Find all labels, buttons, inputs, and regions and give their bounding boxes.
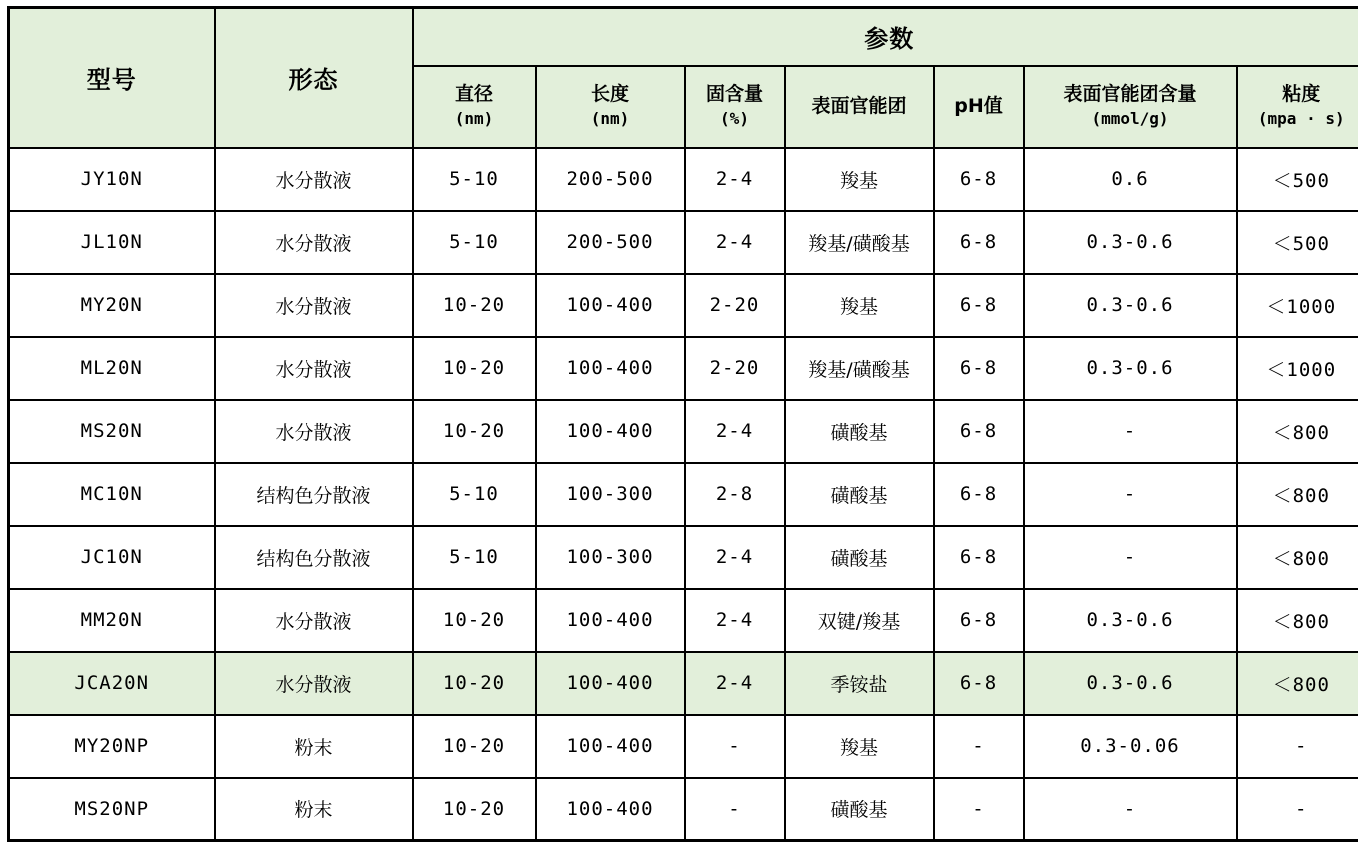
cell-model: JC10N [9, 526, 215, 589]
cell-solid: - [685, 778, 785, 841]
cell-solid: 2-4 [685, 652, 785, 715]
cell-content: 0.3-0.6 [1024, 274, 1237, 337]
cell-diameter: 10-20 [413, 589, 536, 652]
table-row [9, 148, 1358, 211]
cell-model: MY20NP [9, 715, 215, 778]
table-row [9, 463, 1358, 526]
cell-model: MM20N [9, 589, 215, 652]
cell-form: 水分散液 [215, 148, 413, 211]
header-form-label: 形态 [288, 66, 339, 95]
product-parameters-table [7, 6, 1358, 842]
header-model-label: 型号 [86, 66, 137, 95]
cell-solid: 2-8 [685, 463, 785, 526]
cell-form: 水分散液 [215, 211, 413, 274]
cell-model: JCA20N [9, 652, 215, 715]
header-viscosity-unit: (mpa · s) [1257, 108, 1345, 128]
cell-ph: 6-8 [934, 400, 1024, 463]
cell-viscosity: ＜800 [1237, 589, 1358, 652]
cell-content: - [1024, 778, 1237, 841]
cell-solid: 2-4 [685, 148, 785, 211]
cell-diameter: 10-20 [413, 337, 536, 400]
header-group-content-unit: (mmol/g) [1091, 108, 1169, 128]
cell-length: 200-500 [536, 211, 685, 274]
header-viscosity-label: 粘度 [1282, 83, 1321, 106]
cell-content: 0.3-0.6 [1024, 211, 1237, 274]
cell-solid: 2-4 [685, 400, 785, 463]
cell-viscosity: ＜800 [1237, 400, 1358, 463]
cell-model: MS20N [9, 400, 215, 463]
cell-length: 100-400 [536, 589, 685, 652]
cell-form: 水分散液 [215, 400, 413, 463]
cell-content: 0.3-0.06 [1024, 715, 1237, 778]
cell-ph: 6-8 [934, 274, 1024, 337]
cell-length: 100-300 [536, 463, 685, 526]
cell-content: 0.3-0.6 [1024, 337, 1237, 400]
header-group-content [1024, 66, 1237, 148]
header-ph-label: pH值 [954, 94, 1003, 117]
header-length-label: 长度 [590, 83, 629, 106]
cell-group: 羧基 [785, 148, 934, 211]
table-row [9, 715, 1358, 778]
header-model [9, 8, 215, 148]
cell-solid: 2-4 [685, 526, 785, 589]
header-diameter [413, 66, 536, 148]
cell-form: 水分散液 [215, 337, 413, 400]
header-length-unit: (nm) [590, 108, 630, 128]
header-group-content-label: 表面官能团含量 [1063, 83, 1197, 106]
cell-ph: 6-8 [934, 211, 1024, 274]
cell-content: - [1024, 526, 1237, 589]
cell-model: MC10N [9, 463, 215, 526]
cell-group: 羧基 [785, 715, 934, 778]
cell-diameter: 10-20 [413, 400, 536, 463]
cell-model: ML20N [9, 337, 215, 400]
cell-length: 100-400 [536, 337, 685, 400]
header-solid-content-unit: (%) [720, 108, 749, 128]
cell-viscosity: ＜500 [1237, 211, 1358, 274]
cell-group: 磺酸基 [785, 400, 934, 463]
table-body [9, 148, 1358, 841]
cell-group: 羧基 [785, 274, 934, 337]
cell-ph: - [934, 778, 1024, 841]
cell-ph: 6-8 [934, 652, 1024, 715]
cell-form: 水分散液 [215, 274, 413, 337]
cell-length: 100-400 [536, 715, 685, 778]
cell-model: MS20NP [9, 778, 215, 841]
table-header [9, 8, 1358, 148]
cell-form: 结构色分散液 [215, 463, 413, 526]
cell-diameter: 5-10 [413, 148, 536, 211]
cell-content: - [1024, 400, 1237, 463]
cell-diameter: 5-10 [413, 211, 536, 274]
cell-ph: 6-8 [934, 148, 1024, 211]
cell-content: 0.3-0.6 [1024, 589, 1237, 652]
cell-form: 水分散液 [215, 652, 413, 715]
cell-model: JL10N [9, 211, 215, 274]
cell-length: 200-500 [536, 148, 685, 211]
header-solid-content-label: 固含量 [705, 83, 763, 106]
table-row [9, 400, 1358, 463]
cell-viscosity: - [1237, 715, 1358, 778]
cell-diameter: 10-20 [413, 652, 536, 715]
cell-ph: 6-8 [934, 526, 1024, 589]
header-row-top [9, 8, 1358, 66]
cell-length: 100-400 [536, 778, 685, 841]
cell-group: 磺酸基 [785, 463, 934, 526]
table-row [9, 211, 1358, 274]
table-row [9, 337, 1358, 400]
table-row [9, 526, 1358, 589]
cell-ph: 6-8 [934, 337, 1024, 400]
cell-length: 100-400 [536, 400, 685, 463]
cell-solid: 2-4 [685, 589, 785, 652]
cell-viscosity: ＜800 [1237, 526, 1358, 589]
header-viscosity [1237, 66, 1358, 148]
cell-diameter: 5-10 [413, 526, 536, 589]
cell-form: 结构色分散液 [215, 526, 413, 589]
cell-viscosity: ＜1000 [1237, 274, 1358, 337]
cell-diameter: 10-20 [413, 274, 536, 337]
cell-ph: - [934, 715, 1024, 778]
cell-diameter: 10-20 [413, 778, 536, 841]
cell-viscosity: ＜800 [1237, 652, 1358, 715]
cell-form: 粉末 [215, 778, 413, 841]
cell-ph: 6-8 [934, 463, 1024, 526]
cell-ph: 6-8 [934, 589, 1024, 652]
cell-group: 磺酸基 [785, 526, 934, 589]
header-functional-group-label: 表面官能团 [811, 94, 907, 117]
cell-group: 磺酸基 [785, 778, 934, 841]
header-ph [934, 66, 1024, 148]
header-functional-group [785, 66, 934, 148]
cell-group: 羧基/磺酸基 [785, 337, 934, 400]
header-diameter-label: 直径 [454, 83, 493, 106]
cell-group: 季铵盐 [785, 652, 934, 715]
cell-viscosity: ＜800 [1237, 463, 1358, 526]
cell-length: 100-300 [536, 526, 685, 589]
header-params-label: 参数 [864, 25, 915, 54]
cell-solid: - [685, 715, 785, 778]
cell-form: 粉末 [215, 715, 413, 778]
cell-group: 羧基/磺酸基 [785, 211, 934, 274]
cell-group: 双键/羧基 [785, 589, 934, 652]
cell-content: 0.3-0.6 [1024, 652, 1237, 715]
cell-diameter: 10-20 [413, 715, 536, 778]
header-solid-content [685, 66, 785, 148]
table-row [9, 652, 1358, 715]
cell-content: - [1024, 463, 1237, 526]
table-row [9, 274, 1358, 337]
cell-content: 0.6 [1024, 148, 1237, 211]
cell-length: 100-400 [536, 274, 685, 337]
cell-form: 水分散液 [215, 589, 413, 652]
cell-model: MY20N [9, 274, 215, 337]
header-params [413, 8, 1358, 66]
cell-viscosity: - [1237, 778, 1358, 841]
cell-viscosity: ＜1000 [1237, 337, 1358, 400]
cell-solid: 2-20 [685, 337, 785, 400]
cell-solid: 2-20 [685, 274, 785, 337]
cell-diameter: 5-10 [413, 463, 536, 526]
cell-length: 100-400 [536, 652, 685, 715]
header-form [215, 8, 413, 148]
cell-model: JY10N [9, 148, 215, 211]
cell-solid: 2-4 [685, 211, 785, 274]
table-row [9, 778, 1358, 841]
header-diameter-unit: (nm) [454, 108, 494, 128]
table-row [9, 589, 1358, 652]
cell-viscosity: ＜500 [1237, 148, 1358, 211]
header-length [536, 66, 685, 148]
